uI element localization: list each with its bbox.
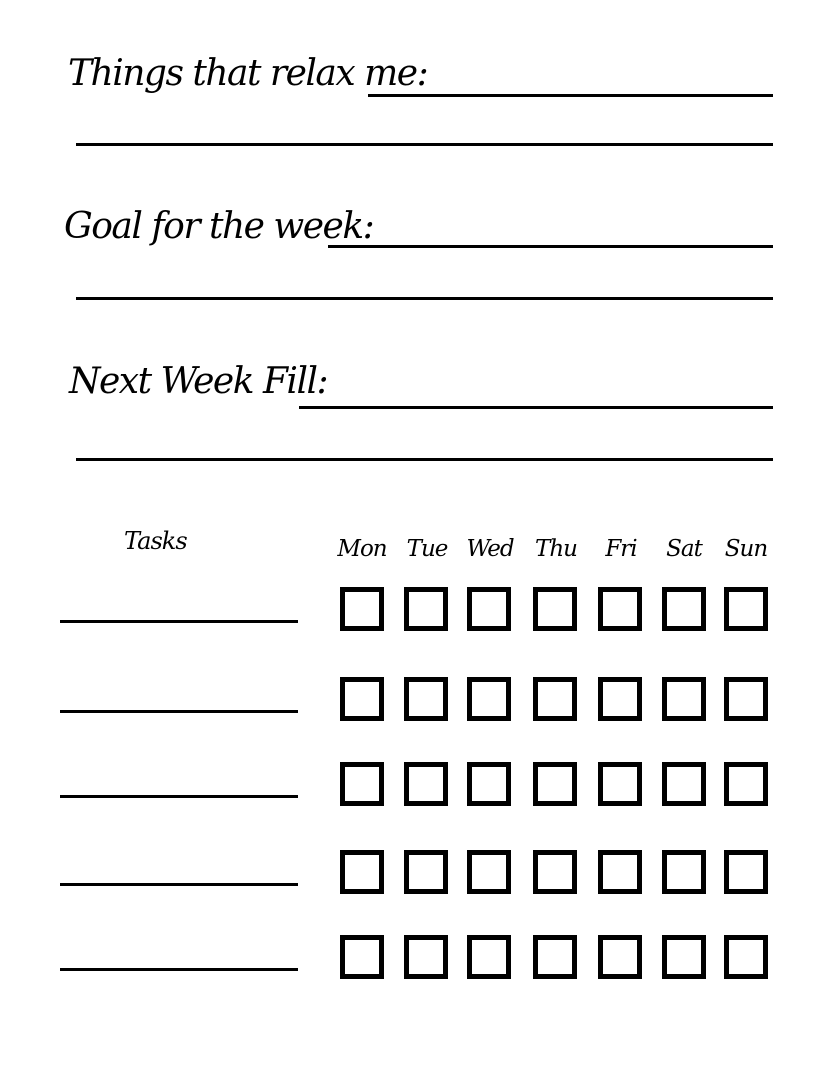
checkbox-thu[interactable]	[533, 935, 577, 979]
goal-answer-line-1[interactable]	[328, 245, 773, 248]
checkbox-thu[interactable]	[533, 850, 577, 894]
checkbox-sun[interactable]	[724, 587, 768, 631]
day-header-fri: Fri	[605, 536, 637, 562]
checkbox-tue[interactable]	[404, 935, 448, 979]
checkbox-fri[interactable]	[598, 677, 642, 721]
checkbox-mon[interactable]	[340, 762, 384, 806]
checkbox-fri[interactable]	[598, 762, 642, 806]
tasks-heading: Tasks	[124, 527, 187, 555]
goal-prompt-label: Goal for the week:	[64, 206, 374, 247]
task-name-line[interactable]	[60, 968, 298, 971]
day-header-wed: Wed	[466, 536, 514, 562]
relax-prompt-label: Things that relax me:	[68, 53, 428, 94]
next-week-answer-line-1[interactable]	[299, 406, 773, 409]
checkbox-wed[interactable]	[467, 762, 511, 806]
checkbox-tue[interactable]	[404, 677, 448, 721]
task-name-line[interactable]	[60, 710, 298, 713]
checkbox-sat[interactable]	[662, 935, 706, 979]
checkbox-tue[interactable]	[404, 850, 448, 894]
checkbox-fri[interactable]	[598, 850, 642, 894]
task-name-line[interactable]	[60, 620, 298, 623]
checkbox-thu[interactable]	[533, 587, 577, 631]
checkbox-sun[interactable]	[724, 935, 768, 979]
checkbox-mon[interactable]	[340, 677, 384, 721]
checkbox-sat[interactable]	[662, 587, 706, 631]
checkbox-sat[interactable]	[662, 850, 706, 894]
checkbox-sun[interactable]	[724, 677, 768, 721]
checkbox-fri[interactable]	[598, 935, 642, 979]
checkbox-mon[interactable]	[340, 935, 384, 979]
checkbox-sat[interactable]	[662, 677, 706, 721]
next-week-answer-line-2[interactable]	[76, 458, 773, 461]
relax-answer-line-1[interactable]	[368, 94, 773, 97]
task-name-line[interactable]	[60, 795, 298, 798]
checkbox-sat[interactable]	[662, 762, 706, 806]
goal-answer-line-2[interactable]	[76, 297, 773, 300]
checkbox-wed[interactable]	[467, 850, 511, 894]
checkbox-tue[interactable]	[404, 762, 448, 806]
day-header-sun: Sun	[724, 536, 768, 562]
checkbox-thu[interactable]	[533, 677, 577, 721]
day-header-mon: Mon	[337, 536, 387, 562]
day-header-sat: Sat	[666, 536, 702, 562]
checkbox-wed[interactable]	[467, 677, 511, 721]
checkbox-mon[interactable]	[340, 850, 384, 894]
checkbox-sun[interactable]	[724, 762, 768, 806]
checkbox-wed[interactable]	[467, 587, 511, 631]
checkbox-wed[interactable]	[467, 935, 511, 979]
checkbox-tue[interactable]	[404, 587, 448, 631]
checkbox-thu[interactable]	[533, 762, 577, 806]
checkbox-mon[interactable]	[340, 587, 384, 631]
relax-answer-line-2[interactable]	[76, 143, 773, 146]
next-week-prompt-label: Next Week Fill:	[69, 361, 328, 402]
task-name-line[interactable]	[60, 883, 298, 886]
day-header-tue: Tue	[406, 536, 448, 562]
day-header-thu: Thu	[535, 536, 577, 562]
checkbox-sun[interactable]	[724, 850, 768, 894]
checkbox-fri[interactable]	[598, 587, 642, 631]
